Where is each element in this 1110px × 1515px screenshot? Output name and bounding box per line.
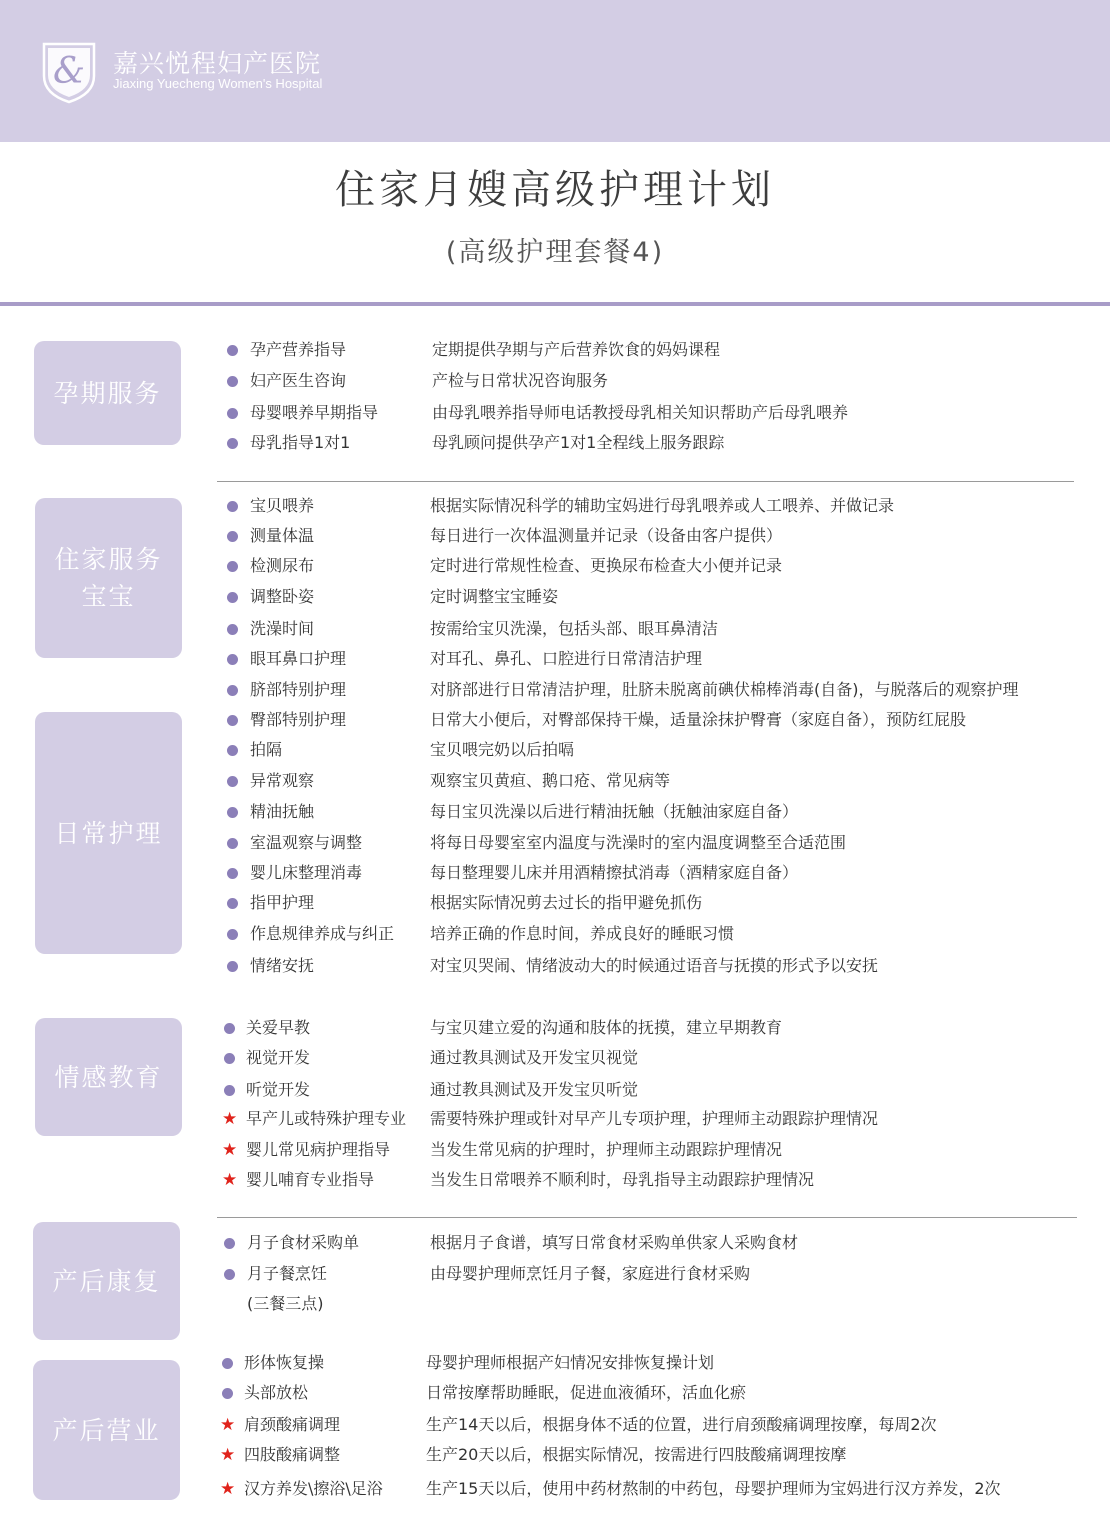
purple-bullet-icon — [225, 432, 239, 454]
service-description: 对耳孔、鼻孔、口腔进行日常清洁护理 — [430, 649, 703, 668]
red-star-icon: ★ — [220, 1445, 236, 1465]
service-name: 头部放松 — [244, 1383, 309, 1402]
purple-bullet-icon — [225, 555, 239, 577]
service-description: 根据月子食谱，填写日常食材采购单供家人采购食材 — [430, 1233, 799, 1252]
service-description: 当发生常见病的护理时，护理师主动跟踪护理情况 — [430, 1140, 783, 1159]
service-name: 关爱早教 — [246, 1018, 311, 1037]
service-name: 室温观察与调整 — [250, 833, 363, 852]
service-description: 观察宝贝黄疸、鹅口疮、常见病等 — [430, 771, 671, 790]
service-description: 定时调整宝宝睡姿 — [430, 587, 559, 606]
service-name: 洗澡时间 — [250, 619, 315, 638]
purple-bullet-icon — [225, 955, 239, 977]
service-row — [0, 525, 1110, 553]
service-row — [0, 801, 1110, 829]
purple-bullet-icon — [222, 1047, 236, 1069]
service-name: 听觉开发 — [246, 1080, 311, 1099]
red-star-icon: ★ — [220, 1479, 236, 1499]
section-divider — [217, 1217, 1077, 1218]
purple-bullet-icon — [225, 618, 239, 640]
service-name: 指甲护理 — [250, 893, 315, 912]
service-row — [0, 1017, 1110, 1045]
service-row — [0, 1169, 1110, 1197]
service-description: 培养正确的作息时间，养成良好的睡眠习惯 — [430, 924, 735, 943]
service-name: 孕产营养指导 — [250, 340, 347, 359]
hospital-name-en: Jiaxing Yuecheng Women's Hospital — [113, 76, 323, 91]
service-name: 作息规律养成与纠正 — [250, 924, 395, 943]
service-row — [0, 923, 1110, 951]
service-row — [0, 432, 1110, 460]
service-name: 形体恢复操 — [244, 1353, 325, 1372]
service-name: 调整卧姿 — [250, 587, 315, 606]
service-row — [0, 648, 1110, 676]
service-description: 日常大小便后，对臀部保持干燥，适量涂抹护臀膏（家庭自备），预防红屁股 — [430, 710, 967, 729]
purple-bullet-icon — [225, 832, 239, 854]
service-name: 拍隔 — [250, 740, 283, 759]
service-row — [0, 1478, 1110, 1506]
service-name: 母乳指导1对1 — [250, 433, 351, 452]
service-name: 检测尿布 — [250, 556, 315, 575]
service-name: 脐部特别护理 — [250, 680, 347, 699]
service-description: 定期提供孕期与产后营养饮食的妈妈课程 — [432, 340, 721, 359]
service-name: 肩颈酸痛调理 — [244, 1415, 341, 1434]
service-name: 视觉开发 — [246, 1048, 311, 1067]
page-title: 住家月嫂高级护理计划 — [335, 167, 775, 213]
purple-bullet-icon — [225, 923, 239, 945]
svg-text:&: & — [52, 51, 86, 92]
service-name: 情绪安抚 — [250, 956, 315, 975]
service-description: 当发生日常喂养不顺利时，母乳指导主动跟踪护理情况 — [430, 1170, 815, 1189]
service-name: 月子食材采购单 — [247, 1233, 360, 1252]
purple-bullet-icon — [222, 1232, 236, 1254]
service-row — [0, 1382, 1110, 1410]
service-name: 测量体温 — [250, 526, 315, 545]
service-description: 每日整理婴儿床并用酒精擦拭消毒（酒精家庭自备） — [430, 863, 799, 882]
service-row — [0, 1139, 1110, 1167]
section-divider — [217, 481, 1074, 482]
service-name: 宝贝喂养 — [250, 496, 315, 515]
purple-bullet-icon — [220, 1382, 234, 1404]
service-row — [0, 618, 1110, 646]
service-name-note: (三餐三点) — [247, 1294, 324, 1313]
purple-bullet-icon — [220, 1352, 234, 1374]
service-row — [0, 586, 1110, 614]
service-row — [0, 955, 1110, 983]
service-name: 婴儿哺育专业指导 — [246, 1170, 375, 1189]
service-name: 汉方养发\擦浴\足浴 — [244, 1479, 383, 1498]
purple-bullet-icon — [225, 862, 239, 884]
service-row — [0, 862, 1110, 890]
purple-bullet-icon — [225, 370, 239, 392]
service-description: 对脐部进行日常清洁护理，肚脐未脱离前碘伏棉棒消毒(自备)，与脱落后的观察护理 — [430, 680, 1019, 699]
hospital-logo-icon — [40, 38, 98, 104]
purple-bullet-icon — [225, 648, 239, 670]
service-row — [0, 1108, 1110, 1136]
category-postpartum-nutrition: 产后营业 — [33, 1360, 180, 1500]
service-description: 对宝贝哭闹、情绪波动大的时候通过语音与抚摸的形式予以安抚 — [430, 956, 879, 975]
service-row — [0, 739, 1110, 767]
service-name: 婴儿床整理消毒 — [250, 863, 363, 882]
header-band — [0, 0, 1110, 142]
service-description: 每日宝贝洗澡以后进行精油抚触（抚触油家庭自备） — [430, 802, 799, 821]
service-name: 母婴喂养早期指导 — [250, 403, 379, 422]
service-name: 眼耳鼻口护理 — [250, 649, 347, 668]
service-row — [0, 709, 1110, 737]
service-description: 生产15天以后，使用中药材熬制的中药包，母婴护理师为宝妈进行汉方养发，2次 — [426, 1479, 1001, 1498]
category-postpartum-recovery: 产后康复 — [33, 1222, 180, 1340]
purple-bullet-icon — [222, 1079, 236, 1101]
service-description: 与宝贝建立爱的沟通和肢体的抚摸，建立早期教育 — [430, 1018, 783, 1037]
category-pregnancy-services: 孕期服务 — [34, 341, 181, 445]
service-description: 根据实际情况科学的辅助宝妈进行母乳喂养或人工喂养、并做记录 — [430, 496, 895, 515]
service-description: 母乳顾问提供孕产1对1全程线上服务跟踪 — [432, 433, 725, 452]
service-row — [0, 370, 1110, 398]
purple-bullet-icon — [225, 892, 239, 914]
service-name: 精油抚触 — [250, 802, 315, 821]
service-description: 由母婴护理师烹饪月子餐，家庭进行食材采购 — [430, 1264, 751, 1283]
service-name: 四肢酸痛调整 — [244, 1445, 341, 1464]
service-row — [0, 892, 1110, 920]
category-daily-care: 日常护理 — [35, 712, 182, 954]
service-description: 根据实际情况剪去过长的指甲避免抓伤 — [430, 893, 703, 912]
service-description: 通过教具测试及开发宝贝听觉 — [430, 1080, 639, 1099]
category-emotional-education: 情感教育 — [35, 1018, 182, 1136]
purple-bullet-icon — [225, 770, 239, 792]
service-row — [0, 555, 1110, 583]
service-row — [0, 1263, 1110, 1313]
service-row — [0, 832, 1110, 860]
purple-bullet-icon — [225, 402, 239, 424]
service-name: 臀部特别护理 — [250, 710, 347, 729]
purple-bullet-icon — [222, 1263, 236, 1285]
hospital-name: 嘉兴悦程妇产医院 — [113, 49, 322, 78]
service-row — [0, 770, 1110, 798]
service-row — [0, 495, 1110, 523]
red-star-icon: ★ — [222, 1170, 238, 1190]
service-description: 母婴护理师根据产妇情况安排恢复操计划 — [426, 1353, 715, 1372]
service-description: 日常按摩帮助睡眠，促进血液循环，活血化瘀 — [426, 1383, 747, 1402]
service-description: 每日进行一次体温测量并记录（设备由客户提供） — [430, 526, 783, 545]
service-name: 月子餐烹饪 — [247, 1264, 328, 1283]
purple-bullet-icon — [225, 586, 239, 608]
service-description: 通过教具测试及开发宝贝视觉 — [430, 1048, 639, 1067]
red-star-icon: ★ — [220, 1415, 236, 1435]
purple-bullet-icon — [225, 339, 239, 361]
red-star-icon: ★ — [222, 1109, 238, 1129]
service-description: 需要特殊护理或针对早产儿专项护理，护理师主动跟踪护理情况 — [430, 1109, 879, 1128]
service-row — [0, 1047, 1110, 1075]
service-description: 生产14天以后，根据身体不适的位置，进行肩颈酸痛调理按摩，每周2次 — [426, 1415, 937, 1434]
service-row — [0, 679, 1110, 707]
service-name: 异常观察 — [250, 771, 315, 790]
service-row — [0, 339, 1110, 367]
purple-bullet-icon — [225, 495, 239, 517]
service-row — [0, 1444, 1110, 1472]
service-name: 婴儿常见病护理指导 — [246, 1140, 391, 1159]
service-row — [0, 402, 1110, 430]
service-row — [0, 1414, 1110, 1442]
service-description: 宝贝喂完奶以后拍嗝 — [430, 740, 575, 759]
service-description: 按需给宝贝洗澡，包括头部、眼耳鼻清洁 — [430, 619, 719, 638]
page-subtitle: (高级护理套餐4) — [445, 237, 665, 268]
purple-bullet-icon — [225, 801, 239, 823]
service-description: 产检与日常状况咨询服务 — [432, 371, 609, 390]
purple-bullet-icon — [225, 525, 239, 547]
purple-bullet-icon — [225, 709, 239, 731]
service-name: 早产儿或特殊护理专业 — [246, 1109, 407, 1128]
purple-bullet-icon — [222, 1017, 236, 1039]
service-row — [0, 1079, 1110, 1107]
category-home-baby-services: 住家服务 宝宝 — [35, 498, 182, 658]
red-star-icon: ★ — [222, 1140, 238, 1160]
title-divider — [0, 302, 1110, 306]
service-description: 由母乳喂养指导师电话教授母乳相关知识帮助产后母乳喂养 — [432, 403, 849, 422]
purple-bullet-icon — [225, 739, 239, 761]
service-row — [0, 1352, 1110, 1380]
service-description: 定时进行常规性检查、更换尿布检查大小便并记录 — [430, 556, 783, 575]
purple-bullet-icon — [225, 679, 239, 701]
service-description: 将每日母婴室室内温度与洗澡时的室内温度调整至合适范围 — [430, 833, 847, 852]
service-row — [0, 1232, 1110, 1260]
service-description: 生产20天以后，根据实际情况，按需进行四肢酸痛调理按摩 — [426, 1445, 847, 1464]
service-name: 妇产医生咨询 — [250, 371, 347, 390]
